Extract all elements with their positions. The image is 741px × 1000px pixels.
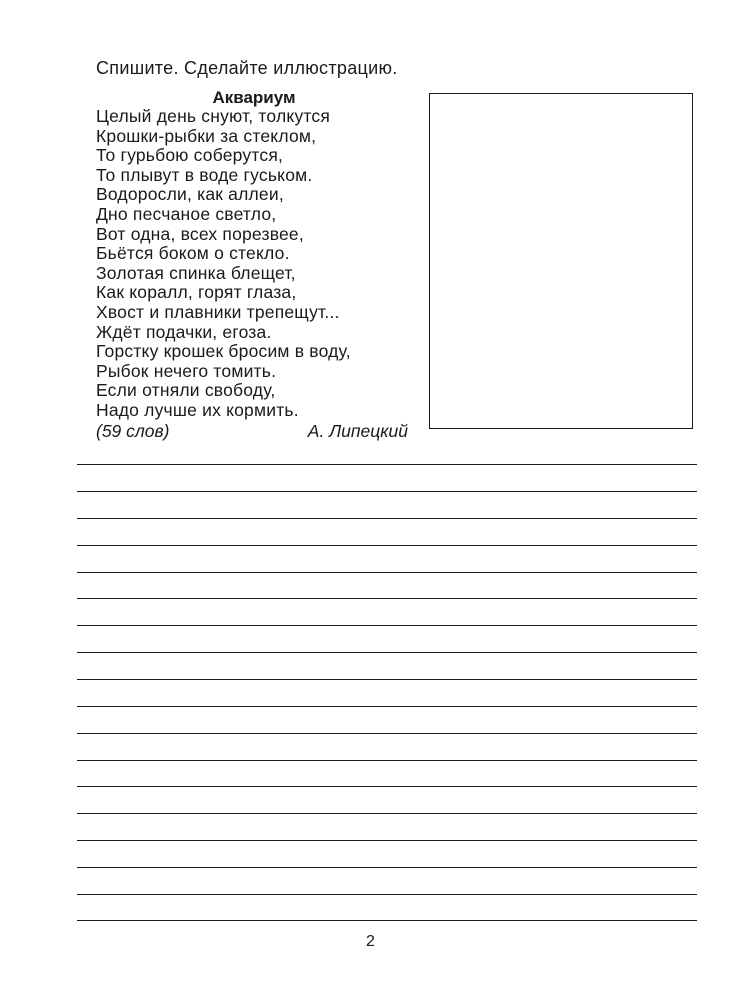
writing-line — [77, 760, 697, 761]
writing-line — [77, 733, 697, 734]
poem-line: Рыбок нечего томить. — [96, 360, 277, 381]
writing-line — [77, 598, 697, 599]
writing-line — [77, 920, 697, 921]
writing-line — [77, 491, 697, 492]
poem-line: Вот одна, всех порезвее, — [96, 223, 304, 244]
writing-line — [77, 625, 697, 626]
page-number: 2 — [366, 933, 375, 950]
poem-line: Надо лучше их кормить. — [96, 399, 299, 420]
poem-line: Ждёт подачки, егоза. — [96, 321, 272, 342]
writing-area[interactable] — [77, 464, 697, 924]
writing-line — [77, 518, 697, 519]
task-instruction: Спишите. Сделайте иллюстрацию. — [96, 58, 398, 78]
illustration-box[interactable] — [429, 93, 693, 429]
poem-author: А. Липецкий — [307, 421, 408, 441]
writing-line — [77, 652, 697, 653]
poem-line: Бьётся боком о стекло. — [96, 243, 290, 264]
poem-footer — [96, 421, 408, 443]
poem-line: Горстку крошек бросим в воду, — [96, 341, 351, 362]
poem-title: Аквариум — [212, 88, 296, 107]
writing-line — [77, 840, 697, 841]
poem-line: Дно песчаное светло, — [96, 203, 277, 224]
poem-line: То гурьбою соберутся, — [96, 145, 284, 166]
writing-line — [77, 813, 697, 814]
poem-line: Целый день снуют, толкутся — [96, 106, 331, 126]
poem-line: Золотая спинка блещет, — [96, 262, 296, 283]
poem-line: Хвост и плавники трепещут... — [96, 301, 340, 322]
poem-line: Если отняли свободу, — [96, 380, 276, 401]
writing-line — [77, 545, 697, 546]
writing-line — [77, 679, 697, 680]
writing-line — [77, 464, 697, 465]
word-count: (59 слов) — [96, 421, 170, 441]
poem-text — [96, 107, 426, 421]
poem-line: То плывут в воде гуськом. — [96, 164, 313, 185]
writing-line — [77, 786, 697, 787]
writing-line — [77, 867, 697, 868]
poem-line: Как коралл, горят глаза, — [96, 282, 297, 303]
poem-line: Крошки-рыбки за стеклом, — [96, 125, 317, 146]
writing-line — [77, 894, 697, 895]
writing-line — [77, 572, 697, 573]
writing-line — [77, 706, 697, 707]
poem-line: Водоросли, как аллеи, — [96, 184, 284, 205]
